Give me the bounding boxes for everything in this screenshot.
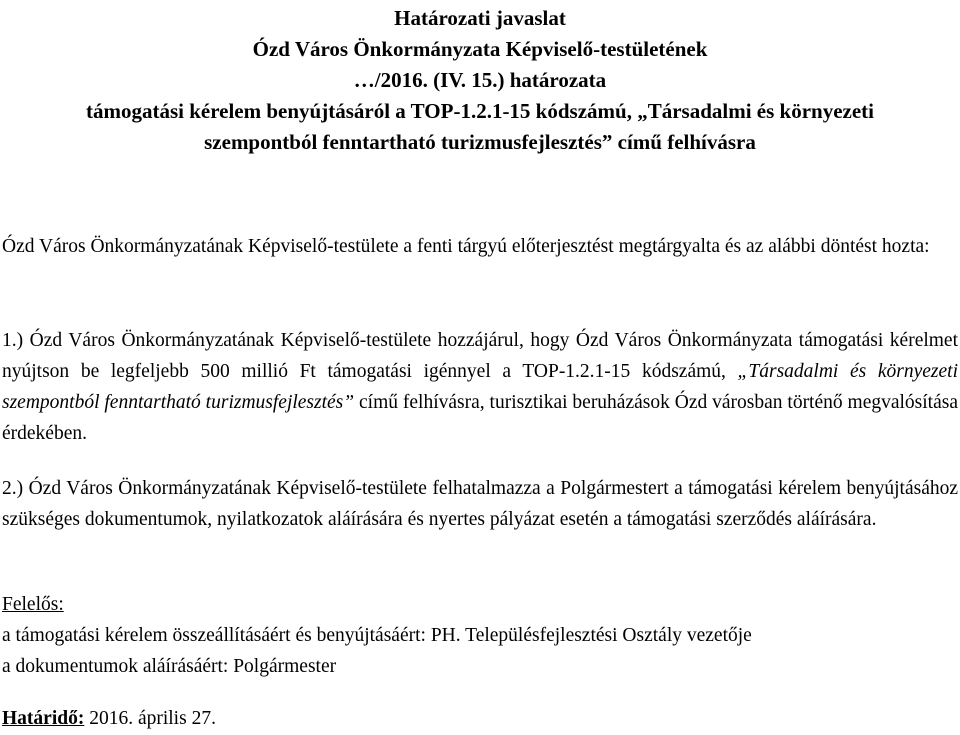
header-subject-line-2: szempontból fenntartható turizmusfejlesztés” című felhívásra bbox=[204, 130, 756, 154]
header-issuer: Ózd Város Önkormányzata Képviselő-testületének bbox=[252, 37, 708, 61]
responsible-line-2: a dokumentumok aláírásáért: Polgármester bbox=[2, 656, 337, 677]
point-1-paragraph bbox=[2, 325, 958, 449]
intro-line-1: Ózd Város Önkormányzatának Képviselő-testülete a fenti tárgyú előterjesztést megtárgyalta és az bbox=[2, 236, 764, 257]
responsible-line-1: a támogatási kérelem összeállításáért és benyújtásáért: PH. Településfejlesztési Osztály vezetője bbox=[2, 625, 752, 646]
point-2-line-1: 2.) Ózd Város Önkormányzatának Képviselő-testülete felhatalmazza a Polgármestert a támogatási bbox=[2, 478, 773, 499]
point-2-line-2: kérelem benyújtásához szükséges dokumentumok, nyilatkozatok aláírására és nyertes pályázat bbox=[2, 478, 959, 530]
point-2-line-3: esetén a támogatási szerződés aláírására. bbox=[559, 509, 877, 530]
deadline-value: 2016. április 27. bbox=[89, 708, 216, 729]
document-header bbox=[0, 3, 960, 158]
responsible-section bbox=[2, 589, 958, 682]
point-1-line-3-end: című bbox=[359, 392, 399, 413]
header-resolution-number: …/2016. (IV. 15.) határozata bbox=[353, 68, 607, 92]
intro-line-2: alábbi döntést hozta: bbox=[768, 236, 930, 257]
header-subject-line-1: támogatási kérelem benyújtásáról a TOP-1.2.1-15 kódszámú, „Társadalmi és környezeti bbox=[85, 99, 875, 123]
responsible-label: Felelős: bbox=[2, 594, 64, 615]
point-1-line-3-start: kódszámú, bbox=[641, 361, 726, 382]
point-1-line-1: 1.) Ózd Város Önkormányzatának Képviselő-testülete hozzájárul, hogy Ózd Város Önkormányzata bbox=[2, 330, 793, 351]
point-2-paragraph bbox=[2, 473, 958, 535]
call-title-italic: „Társadalmi és környezeti szempontból fenntartható turizmusfejlesztés” bbox=[2, 361, 958, 413]
point-1-line-4: felhívásra, turisztikai beruházások Ózd városban történő megvalósítása érdekében. bbox=[2, 392, 958, 444]
deadline-label: Határidő: bbox=[2, 708, 85, 729]
point-1-line-2: támogatási kérelmet nyújtson be legfeljebb 500 millió Ft támogatási igénnyel a TOP-1.2.1-15 bbox=[2, 330, 959, 382]
header-title: Határozati javaslat bbox=[394, 6, 566, 30]
deadline-line bbox=[2, 703, 958, 734]
intro-paragraph bbox=[2, 231, 958, 262]
